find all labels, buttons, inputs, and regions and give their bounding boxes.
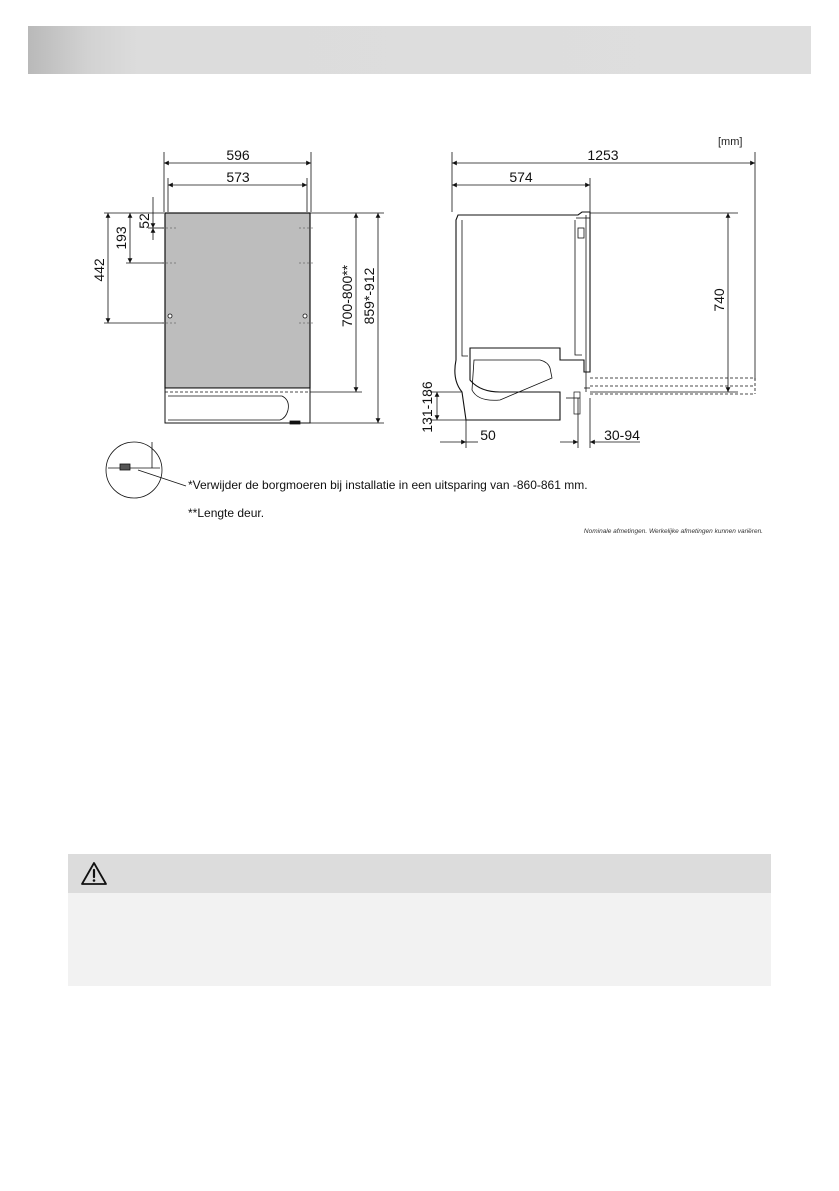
dim-width-inner: 573 <box>226 169 250 185</box>
unit-label: [mm] <box>718 136 743 148</box>
dim-740: 740 <box>711 288 727 312</box>
warning-triangle-icon <box>80 861 108 886</box>
side-view <box>430 152 755 448</box>
dim-width-total: 596 <box>226 147 250 163</box>
footnote-1: *Verwijder de borgmoeren bij installatie in een uitsparing van -860-861 mm. <box>188 478 588 492</box>
dim-depth-body: 574 <box>509 169 533 185</box>
dim-depth-total: 1253 <box>587 147 619 163</box>
dim-193: 193 <box>113 226 129 250</box>
warning-box <box>68 854 771 986</box>
footnote-2: **Lengte deur. <box>188 506 265 520</box>
dim-30-94: 30-94 <box>604 427 640 443</box>
detail-circle <box>106 442 186 498</box>
dim-height-total: 859*-912 <box>361 267 377 325</box>
dimension-drawing <box>0 0 839 560</box>
dim-50: 50 <box>480 427 496 443</box>
dim-door-length: 700-800** <box>339 264 355 328</box>
dim-442: 442 <box>91 258 107 282</box>
nominal-note: Nominale afmetingen. Werkelijke afmetingen kunnen variëren. <box>583 528 763 535</box>
dim-plinth: 131-186 <box>419 381 435 433</box>
warning-header <box>68 854 771 893</box>
dim-52: 52 <box>136 213 152 229</box>
